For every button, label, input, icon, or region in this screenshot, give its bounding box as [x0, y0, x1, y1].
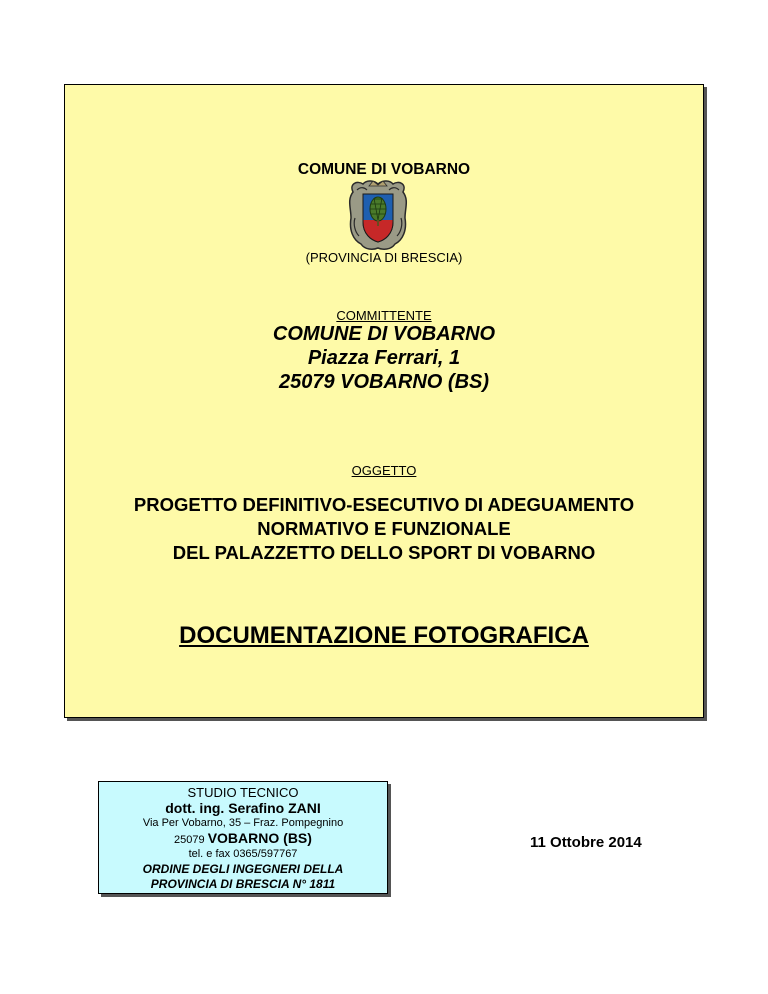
stamp-title: STUDIO TECNICO	[187, 785, 299, 800]
studio-stamp	[98, 781, 388, 894]
stamp-address: Via Per Vobarno, 35 – Fraz. Pompegnino	[142, 817, 344, 829]
client-city: 25079 VOBARNO (BS)	[278, 371, 490, 393]
document-date: 11 Ottobre 2014	[530, 834, 642, 851]
stamp-city: VOBARNO (BS)	[207, 830, 312, 846]
stamp-order-line-1: ORDINE DEGLI INGEGNERI DELLA	[142, 862, 344, 876]
oggetto-label: OGGETTO	[351, 463, 417, 478]
coat-of-arms-icon	[347, 178, 409, 252]
client-name: COMUNE DI VOBARNO	[272, 323, 496, 345]
cover-box	[64, 84, 704, 718]
stamp-order-line-2: PROVINCIA DI BRESCIA N° 1811	[150, 877, 336, 891]
project-title-line-1: PROGETTO DEFINITIVO-ESECUTIVO DI ADEGUAMENTO	[133, 494, 635, 515]
document-title: DOCUMENTAZIONE FOTOGRAFICA	[179, 622, 589, 649]
stamp-postcode: 25079	[174, 834, 205, 846]
stamp-engineer-name: dott. ing. Serafino ZANI	[165, 800, 321, 816]
committente-label: COMMITTENTE	[336, 308, 432, 323]
stamp-phone: tel. e fax 0365/597767	[188, 848, 298, 860]
municipality-heading: COMUNE DI VOBARNO	[297, 161, 471, 178]
client-address: Piazza Ferrari, 1	[307, 347, 461, 369]
province-label: (PROVINCIA DI BRESCIA)	[305, 250, 463, 265]
stamp-city-line	[99, 830, 387, 846]
project-title-line-3: DEL PALAZZETTO DELLO SPORT DI VOBARNO	[172, 542, 596, 563]
project-title-line-2: NORMATIVO E FUNZIONALE	[257, 518, 511, 539]
